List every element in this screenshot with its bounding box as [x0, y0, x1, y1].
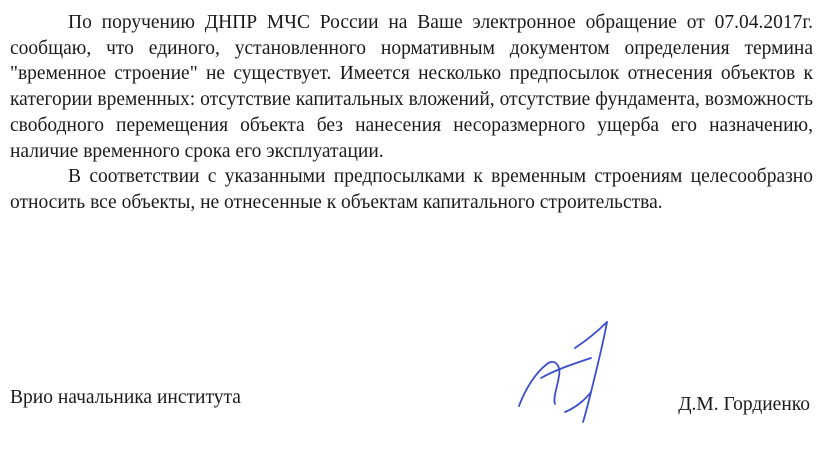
- letter-paragraph-2: В соответствии с указанными предпосылками к временным строениям целесообразно относить все объекты, не отнесенные к объектам капитального строительства.: [10, 166, 813, 213]
- letter-body: [10, 10, 813, 216]
- signer-position: Врио начальника института: [10, 387, 241, 408]
- signer-name: Д.М. Гордиенко: [678, 394, 810, 415]
- handwritten-signature: [515, 318, 615, 428]
- letter-paragraph-1: По поручению ДНПР МЧС России на Ваше электронное обращение от 07.04.2017г. сообщаю, что единого, установленного нормативным документом определения термина "временное строение" не существует. Имеется несколько предпосылок отнесения объектов к категории временных: отсутствие капитальных вложений, отсутствие фундамента, возможность свободного перемещения объекта без нанесения несоразмерного ущерба его назначению, наличие временного срока его эксплуатации.: [10, 12, 813, 162]
